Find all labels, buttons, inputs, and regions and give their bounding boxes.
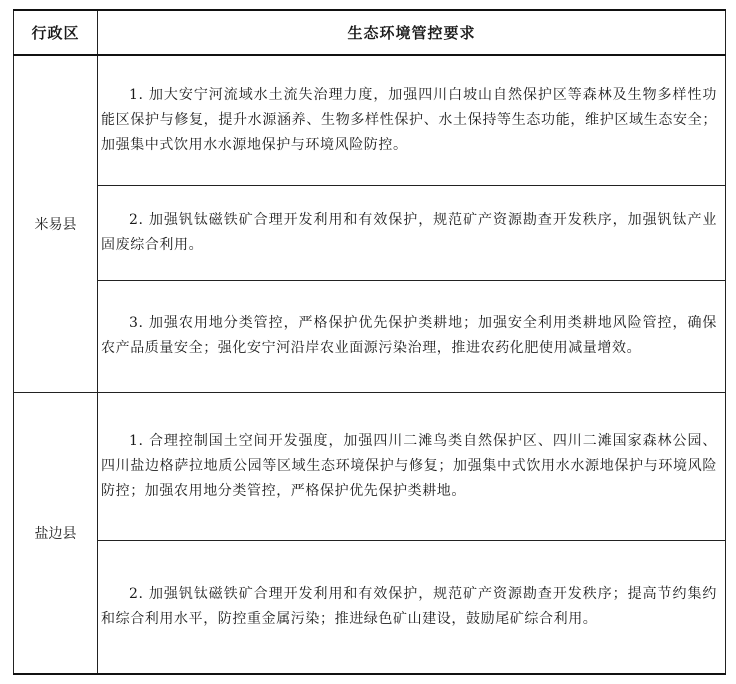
- district-yanbian: 盐边县: [14, 392, 98, 674]
- requirement-cell: [98, 55, 726, 185]
- requirement-cell: [98, 540, 726, 674]
- header-requirements: 生态环境管控要求: [98, 10, 726, 55]
- requirement-text: 2. 加强钒钛磁铁矿合理开发利用和有效保护，规范矿产资源勘查开发秩序，加强钒钛产业固废综合利用。: [101, 211, 717, 253]
- requirement-cell: [98, 280, 726, 392]
- table-row: [14, 540, 726, 674]
- requirement-text: 2. 加强钒钛磁铁矿合理开发利用和有效保护，规范矿产资源勘查开发秩序；提高节约集约和综合利用水平，防控重金属污染；推进绿色矿山建设，鼓励尾矿综合利用。: [101, 585, 717, 627]
- eco-control-table: [13, 9, 726, 675]
- table-row: [14, 185, 726, 280]
- requirement-text: 3. 加强农用地分类管控，严格保护优先保护类耕地；加强安全利用类耕地风险管控，确保农产品质量安全；强化安宁河沿岸农业面源污染治理，推进农药化肥使用减量增效。: [101, 315, 717, 356]
- requirement-text: 1. 合理控制国土空间开发强度，加强四川二滩鸟类自然保护区、四川二滩国家森林公园、四川盐边格萨拉地质公园等区域生态环境保护与修复；加强集中式饮用水水源地保护与环境风险防控；加强农用地分类管控，严格保护优先保护类耕地。: [101, 432, 717, 499]
- table-row: [14, 392, 726, 540]
- table-row: [14, 280, 726, 392]
- header-district: 行政区: [14, 10, 98, 55]
- district-miyi: 米易县: [14, 55, 98, 392]
- requirement-cell: [98, 392, 726, 540]
- table-row: [14, 55, 726, 185]
- table-header-row: [14, 10, 726, 55]
- requirement-text: 1. 加大安宁河流域水土流失治理力度，加强四川白坡山自然保护区等森林及生物多样性功能区保护与修复，提升水源涵养、生物多样性保护、水土保持等生态功能，维护区域生态安全；加强集中式饮用水水源地保护与环境风险防控。: [101, 86, 717, 153]
- requirement-cell: [98, 185, 726, 280]
